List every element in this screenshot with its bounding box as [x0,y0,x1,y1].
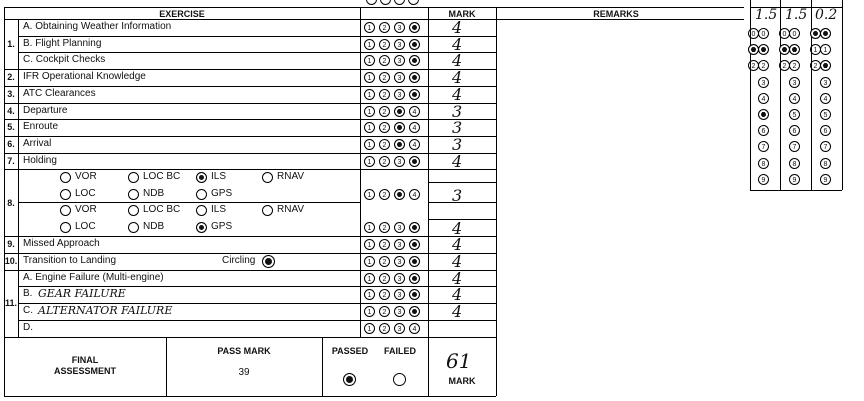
score-bubble-2[interactable]: 2 [379,289,390,300]
score-bubble-1[interactable]: 1 [364,22,375,33]
score-bubble-1[interactable]: 1 [364,239,375,250]
radio-icon[interactable] [128,172,139,183]
radio-icon[interactable] [196,172,207,183]
score-bubble-4[interactable]: 4 [409,89,420,100]
row-divider [4,103,496,104]
score-bubble-1[interactable]: 1 [364,289,375,300]
score-grid-right [842,0,843,190]
option-label: LOC BC [143,204,181,216]
handwritten-mark: 4 [452,151,463,171]
digit-bubble-2[interactable]: 2 [820,60,831,71]
row-divider [4,169,496,170]
digit-bubble-6[interactable]: 6 [789,125,800,136]
approach-option-rnav[interactable] [262,204,304,216]
digit-bubble-8[interactable]: 8 [789,158,800,169]
approach-option-loc[interactable] [60,221,96,233]
exercise-label: C. [23,305,33,317]
remarks-header: REMARKS [593,9,639,19]
approach-divider [18,202,360,203]
score-bubble-3[interactable]: 3 [394,22,405,33]
cropped-bubble [380,0,391,5]
exercise-label: ATC Clearances [23,87,96,99]
radio-icon[interactable] [196,222,207,233]
digit-bubble-0[interactable]: 0 [789,28,800,39]
digit-bubble-7[interactable]: 7 [789,141,800,152]
option-label: NDB [143,221,165,233]
score-bubble-2[interactable]: 2 [379,22,390,33]
pass-mark-label: PASS MARK [217,346,271,356]
digit-bubble-6[interactable]: 6 [758,125,769,136]
digit-bubble-4[interactable]: 4 [820,93,831,104]
option-label: LOC [75,188,96,200]
digit-bubble-5[interactable]: 5 [789,109,800,120]
approach-option-gps[interactable] [196,188,232,200]
row-divider [4,136,496,137]
row-divider [4,270,496,271]
score-bubble-1[interactable]: 1 [364,323,375,334]
radio-icon[interactable] [128,222,139,233]
handwritten-mark: 4 [452,18,463,37]
exercise-label: Holding [23,154,57,166]
digit-bubble-1[interactable]: 1 [779,44,790,55]
row-divider [4,69,496,70]
handwritten-mark: 4 [452,252,463,271]
exercise-number: 5. [7,122,15,133]
failed-label: FAILED [383,346,416,356]
digit-bubble-3[interactable]: 3 [758,77,769,88]
digit-bubble-0[interactable]: 0 [820,28,831,39]
exercise-number: 9. [7,239,15,250]
score-bubble-2[interactable]: 2 [379,89,390,100]
score-bubble-3[interactable]: 3 [394,189,405,200]
handwritten-mark: 4 [452,235,463,255]
score-bubble-1[interactable]: 1 [364,139,375,150]
digit-bubble-9[interactable]: 9 [820,174,831,185]
table-bottom-border [4,396,496,397]
score-value: 0.2 [815,7,838,23]
digit-bubble-4[interactable]: 4 [789,93,800,104]
score-bubble-3[interactable]: 3 [394,306,405,317]
exercise-label: Enroute [23,121,59,133]
digit-bubble-2[interactable]: 2 [748,60,759,71]
score-bubble-3[interactable]: 3 [394,139,405,150]
handwritten-mark: 3 [452,118,463,138]
mark-header: MARK [448,9,476,19]
exercise-label: D. [23,321,33,333]
approach-option-ndb[interactable] [128,188,164,200]
score-bubble-4[interactable]: 4 [409,39,420,50]
final-label: FINAL [71,355,99,365]
score-bubble-2[interactable]: 2 [379,323,390,334]
radio-icon[interactable] [60,189,71,200]
circling-radio[interactable] [262,255,275,268]
handwritten-exercise: ALTERNATOR FAILURE [38,304,173,318]
assessment-label: ASSESSMENT [53,366,116,376]
score-bubble-3[interactable]: 3 [394,55,405,66]
handwritten-exercise: GEAR FAILURE [38,287,126,301]
handwritten-mark: 3 [452,186,463,206]
exercise-number: 7. [7,155,15,166]
digit-bubble-2[interactable]: 2 [810,60,821,71]
digit-bubble-2[interactable]: 2 [779,60,790,71]
score-bubble-3[interactable]: 3 [394,289,405,300]
score-bubble-1[interactable]: 1 [364,106,375,117]
exercise-label: Arrival [23,137,52,149]
digit-bubble-7[interactable]: 7 [758,141,769,152]
score-bubble-1[interactable]: 1 [364,256,375,267]
row-divider [18,52,496,53]
digit-bubble-0[interactable]: 0 [779,28,790,39]
digit-bubble-7[interactable]: 7 [820,141,831,152]
handwritten-mark: 4 [452,268,463,288]
score-bubble-4[interactable]: 4 [409,106,420,117]
option-label: VOR [75,171,97,183]
score-bubble-2[interactable]: 2 [379,306,390,317]
exercise-label: Missed Approach [23,238,100,250]
option-label: RNAV [277,204,305,216]
score-bubble-4[interactable]: 4 [409,289,420,300]
exercise-label: Departure [23,104,68,116]
digit-bubble-2[interactable]: 2 [789,60,800,71]
score-bubble-2[interactable]: 2 [379,156,390,167]
radio-icon[interactable] [128,205,139,216]
score-bubble-2[interactable]: 2 [379,273,390,284]
row-divider [4,253,496,254]
score-bubble-3[interactable]: 3 [394,156,405,167]
handwritten-mark: 4 [452,219,463,239]
score-bubble-2[interactable]: 2 [379,55,390,66]
option-label: ILS [211,204,227,216]
score-grid-line [750,190,842,191]
digit-bubble-2[interactable]: 2 [758,60,769,71]
row-divider [18,320,496,321]
score-bubble-4[interactable]: 4 [409,323,420,334]
radio-icon[interactable] [262,205,273,216]
option-label: LOC BC [143,171,181,183]
exercise-number: 2. [7,72,15,83]
remarks-column-left-border [496,7,497,396]
option-label: GPS [211,188,233,200]
digit-bubble-4[interactable]: 4 [758,93,769,104]
digit-bubble-6[interactable]: 6 [820,125,831,136]
row-divider [4,153,496,154]
handwritten-mark: 4 [452,34,463,54]
score-bubble-1[interactable]: 1 [364,122,375,133]
total-mark-label: MARK [448,376,476,386]
digit-bubble-3[interactable]: 3 [820,77,831,88]
score-bubble-4[interactable]: 4 [409,122,420,133]
score-bubble-3[interactable]: 3 [394,122,405,133]
exercise-label: Transition to Landing [23,255,117,266]
approach-option-ils[interactable] [196,171,226,183]
option-label: VOR [75,204,97,216]
approach-option-gps[interactable] [196,221,232,233]
radio-icon[interactable] [128,189,139,200]
score-bubble-4[interactable]: 4 [409,239,420,250]
approach-option-vor[interactable] [60,204,97,216]
exercise-label: A. Engine Failure (Multi-engine) [23,271,164,283]
digit-bubble-9[interactable]: 9 [789,174,800,185]
approach-option-loc-bc[interactable] [128,171,180,183]
digit-bubble-1[interactable]: 1 [758,44,769,55]
number-column-right-border [18,19,19,337]
radio-icon[interactable] [60,172,71,183]
handwritten-mark: 3 [452,101,463,121]
exercise-number: 6. [7,138,15,149]
exercise-label: IFR Operational Knowledge [23,71,146,83]
cropped-bubble [394,0,405,5]
score-bubble-2[interactable]: 2 [379,189,390,200]
score-bubble-2[interactable]: 2 [379,239,390,250]
score-bubble-3[interactable]: 3 [394,106,405,117]
score-bubble-4[interactable]: 4 [409,189,420,200]
option-label: NDB [143,188,165,200]
digit-bubble-1[interactable]: 1 [820,44,831,55]
score-bubble-4[interactable]: 4 [409,256,420,267]
exercise-number: 10. [4,256,18,266]
handwritten-mark: 4 [452,68,463,88]
score-bubble-4[interactable]: 4 [409,55,420,66]
digit-bubble-8[interactable]: 8 [758,158,769,169]
bubble-column-left-border [360,7,361,337]
score-bubble-4[interactable]: 4 [409,139,420,150]
score-bubble-1[interactable]: 1 [364,189,375,200]
digit-bubble-0[interactable]: 0 [748,28,759,39]
score-bubble-4[interactable]: 4 [409,306,420,317]
digit-bubble-9[interactable]: 9 [758,174,769,185]
exercise-number: 1. [7,38,15,49]
approach-option-ndb[interactable] [128,221,164,233]
approach-option-rnav[interactable] [262,171,304,183]
digit-bubble-1[interactable]: 1 [748,44,759,55]
final-divider [322,337,323,396]
score-bubble-3[interactable]: 3 [394,89,405,100]
score-bubble-1[interactable]: 1 [364,156,375,167]
circling-label: Circling [222,255,256,266]
score-bubble-2[interactable]: 2 [379,39,390,50]
digit-bubble-0[interactable]: 0 [758,28,769,39]
digit-bubble-5[interactable]: 5 [820,109,831,120]
option-label: GPS [211,221,233,233]
total-mark: 61 [446,349,472,373]
mark-sub-divider [428,219,496,220]
score-bubble-1[interactable]: 1 [364,72,375,83]
score-bubble-4[interactable]: 4 [409,222,420,233]
radio-icon[interactable] [196,189,207,200]
digit-bubble-1[interactable]: 1 [810,44,821,55]
score-bubble-1[interactable]: 1 [364,55,375,66]
score-bubble-4[interactable]: 4 [409,22,420,33]
score-bubble-1[interactable]: 1 [364,39,375,50]
radio-icon[interactable] [262,172,273,183]
radio-icon[interactable] [196,205,207,216]
score-value: 1.5 [755,7,778,23]
handwritten-mark: 3 [452,134,463,154]
score-bubble-3[interactable]: 3 [394,72,405,83]
score-bubble-3[interactable]: 3 [394,323,405,334]
row-divider [4,236,496,237]
score-bubble-3[interactable]: 3 [394,239,405,250]
exercise-number: 8. [7,198,15,209]
exercise-number: 3. [7,88,15,99]
option-label: LOC [75,221,96,233]
exercise-label: A. Obtaining Weather Information [23,21,172,32]
exercise-number: 4. [7,105,15,116]
score-value: 1.5 [785,7,808,23]
score-bubble-4[interactable]: 4 [409,273,420,284]
handwritten-mark: 4 [452,51,463,71]
mark-sub-divider [428,182,496,183]
digit-bubble-0[interactable]: 0 [810,28,821,39]
approach-option-vor[interactable] [60,171,97,183]
digit-bubble-1[interactable]: 1 [789,44,800,55]
option-label: ILS [211,171,227,183]
cropped-bubble [408,0,419,5]
score-bubble-2[interactable]: 2 [379,256,390,267]
score-bubble-2[interactable]: 2 [379,72,390,83]
approach-option-ils[interactable] [196,204,226,216]
score-bubble-2[interactable]: 2 [379,122,390,133]
exercise-label: B. Flight Planning [23,37,102,49]
score-bubble-1[interactable]: 1 [364,89,375,100]
score-bubble-4[interactable]: 4 [409,156,420,167]
score-bubble-1[interactable]: 1 [364,222,375,233]
handwritten-mark: 4 [452,285,463,305]
score-bubble-3[interactable]: 3 [394,39,405,50]
row-divider [4,119,496,120]
score-bubble-3[interactable]: 3 [394,222,405,233]
cropped-bubble [366,0,377,5]
pass-mark-value: 39 [238,367,250,378]
score-bubble-3[interactable]: 3 [394,256,405,267]
exercise-number: 11. [4,297,17,308]
approach-option-loc[interactable] [60,188,96,200]
digit-bubble-3[interactable]: 3 [789,77,800,88]
handwritten-mark: 4 [452,302,463,322]
radio-icon[interactable] [60,205,71,216]
score-bubble-2[interactable]: 2 [379,106,390,117]
row-divider [4,337,496,338]
score-bubble-3[interactable]: 3 [394,273,405,284]
approach-option-loc-bc[interactable] [128,204,180,216]
passed-label: PASSED [331,346,369,356]
score-bubble-1[interactable]: 1 [364,306,375,317]
score-bubble-2[interactable]: 2 [379,139,390,150]
score-bubble-4[interactable]: 4 [409,72,420,83]
handwritten-mark: 4 [452,84,463,104]
row-divider [18,36,496,37]
score-bubble-2[interactable]: 2 [379,222,390,233]
failed-radio[interactable] [393,373,406,386]
digit-bubble-8[interactable]: 8 [820,158,831,169]
exercise-header: EXERCISE [159,9,205,19]
exercise-label: B. [23,288,33,300]
row-divider [4,86,496,87]
passed-radio[interactable] [343,373,356,386]
digit-bubble-5[interactable]: 5 [758,109,769,120]
exercise-label: C. Cockpit Checks [23,54,106,66]
option-label: RNAV [277,171,305,183]
score-bubble-1[interactable]: 1 [364,273,375,284]
radio-icon[interactable] [60,222,71,233]
